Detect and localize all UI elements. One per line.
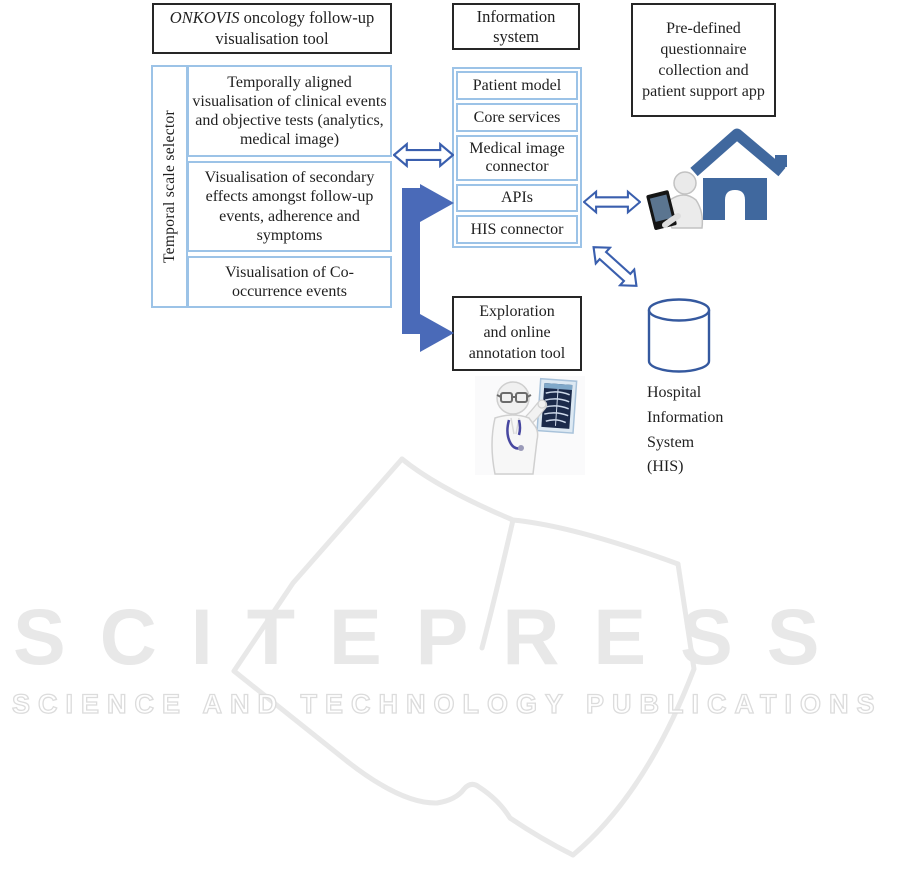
double-arrow-icon bbox=[583, 189, 641, 215]
his-label-line: Hospital bbox=[647, 384, 702, 401]
module-secondary-effects-visualisation: Visualisation of secondary effects amongst follow-up events, adherence and symptoms bbox=[187, 161, 392, 252]
predefined-questionnaire-app-label: Pre-defined questionnaire collection and patient support app bbox=[642, 19, 765, 101]
information-system-stack bbox=[452, 67, 582, 248]
onkovis-rest: oncology follow-up visualisation tool bbox=[215, 7, 375, 48]
temporal-scale-selector-box bbox=[151, 65, 188, 308]
his-database-label bbox=[647, 381, 767, 480]
information-system-label: Information system bbox=[476, 6, 556, 46]
exploration-annotation-tool-label: Exploration and online annotation tool bbox=[468, 303, 566, 362]
component-patient-model: Patient model bbox=[456, 71, 578, 100]
scitepress-subtitle-text: SCIENCE AND TECHNOLOGY PUBLICATIONS bbox=[12, 689, 883, 719]
bracket-arrow-icon bbox=[401, 184, 455, 352]
person-with-tablet-icon bbox=[644, 170, 714, 230]
doctor-with-xray-icon bbox=[473, 374, 588, 478]
onkovis-tool-label bbox=[154, 8, 390, 49]
exploration-annotation-tool-box bbox=[452, 296, 582, 371]
predefined-questionnaire-app-box bbox=[631, 3, 776, 117]
component-core-services: Core services bbox=[456, 103, 578, 132]
his-label-line: Information bbox=[647, 408, 724, 426]
visualisation-modules bbox=[187, 65, 392, 308]
component-his-connector: HIS connector bbox=[456, 215, 578, 244]
module-temporally-aligned-visualisation: Temporally aligned visualisation of clinical events and objective tests (analytics, medical image) bbox=[187, 65, 392, 157]
information-system-box bbox=[452, 3, 580, 50]
onkovis-name: ONKOVIS bbox=[169, 7, 240, 27]
component-apis: APIs bbox=[456, 184, 578, 212]
module-cooccurrence-visualisation: Visualisation of Co-occurrence events bbox=[187, 256, 392, 308]
temporal-scale-selector-label: Temporal scale selector bbox=[160, 110, 178, 263]
double-arrow-icon bbox=[393, 142, 454, 168]
double-arrow-icon bbox=[578, 232, 651, 301]
component-medical-image-connector: Medical image connector bbox=[456, 135, 578, 181]
scitepress-logo-text: SCITEPRESS bbox=[13, 592, 854, 681]
onkovis-tool-box bbox=[152, 3, 392, 54]
his-label-line: System bbox=[647, 433, 695, 451]
his-label-line: (HIS) bbox=[647, 458, 684, 476]
database-icon bbox=[646, 298, 712, 374]
